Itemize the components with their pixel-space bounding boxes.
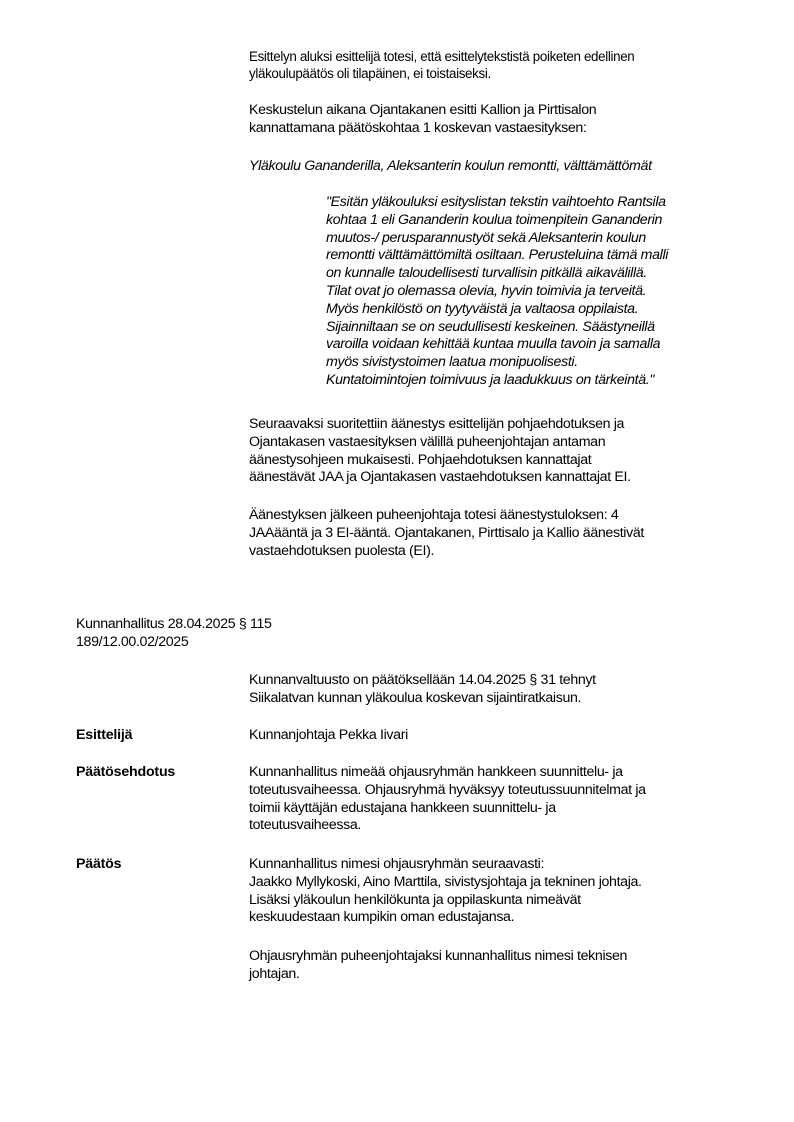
text-line: Äänestyksen jälkeen puheenjohtaja totesi äänestystuloksen: 4: [249, 507, 619, 523]
quote-line: myös sivistystoimen laatua monipuolisesti.: [326, 354, 578, 371]
background-paragraph: [249, 672, 596, 708]
text-line: äänestysohjeen mukaisesti. Pohjaehdotuksen kannattajat: [249, 451, 592, 468]
case-number: 189/12.00.02/2025: [76, 633, 189, 650]
text-line: Ojantakasen vastaesityksen välillä puheenjohtajan antaman: [249, 433, 606, 450]
presenter-label: Esittelijä: [76, 727, 133, 743]
text-line: äänestävät JAA ja Ojantakasen vastaehdotuksen kannattajat EI.: [249, 469, 631, 486]
text-line: Kunnanhallitus nimesi ohjausryhmän seuraavasti:: [249, 856, 545, 872]
decision-label: Päätös: [76, 856, 122, 872]
quote-line: kohtaa 1 eli Gananderin koulua toimenpitein Gananderin: [326, 211, 663, 228]
decision-paragraph: [249, 856, 642, 927]
text-line: toteutusvaiheessa.: [249, 817, 362, 834]
intro-paragraph: [249, 49, 634, 82]
vote-procedure-paragraph: [249, 416, 631, 487]
proposal-title: Yläkoulu Gananderilla, Aleksanterin koulun remontti, välttämättömät: [249, 158, 652, 174]
text-line: yläkoulupäätös oli tilapäinen, ei toistaiseksi.: [249, 65, 491, 81]
discussion-paragraph: [249, 102, 596, 138]
text-line: Siikalatvan kunnan yläkoulua koskevan sijaintiratkaisun.: [249, 689, 582, 706]
proposal-paragraph: [249, 764, 646, 835]
text-line: Seuraavaksi suoritettiin äänestys esittelijän pohjaehdotuksen ja: [249, 416, 625, 432]
text-line: Ohjausryhmän puheenjohtajaksi kunnanhallitus nimesi teknisen: [249, 948, 628, 964]
quote-line: remontti välttämättömiltä osiltaan. Perusteluina tämä malli: [326, 247, 669, 264]
quote-line: "Esitän yläkouluksi esityslistan tekstin vaihtoehto Rantsila: [326, 194, 666, 210]
text-line: johtajan.: [249, 965, 300, 982]
quote-line: Tilat ovat jo olemassa olevia, hyvin toimivia ja terveitä.: [326, 282, 647, 299]
text-line: JAAääntä ja 3 EI-ääntä. Ojantakanen, Pirttisalo ja Kallio äänestivät: [249, 524, 644, 541]
meeting-header: [76, 616, 272, 652]
quote-line: Kuntatoimintojen toimivuus ja laadukkuus on tärkeintä.": [326, 371, 655, 388]
proposal-label: Päätösehdotus: [76, 764, 176, 780]
text-line: Jaakko Myllykoski, Aino Marttila, sivistysjohtaja ja tekninen johtaja.: [249, 873, 642, 890]
quote-line: on kunnalle taloudellisesti turvallisin pitkällä aikavälillä.: [326, 265, 647, 282]
counter-proposal-quote: [326, 194, 668, 390]
text-line: keskuudestaan kumpikin oman edustajansa.: [249, 909, 515, 926]
text-line: Kunnanvaltuusto on päätöksellään 14.04.2025 § 31 tehnyt: [249, 672, 596, 688]
text-line: Kunnanhallitus nimeää ohjausryhmän hankkeen suunnittelu- ja: [249, 764, 623, 780]
meeting-title: Kunnanhallitus 28.04.2025 § 115: [76, 616, 272, 632]
text-line: Lisäksi yläkoulun henkilökunta ja oppilaskunta nimeävät: [249, 891, 581, 908]
text-line: toimii käyttäjän edustajana hankkeen suunnittelu- ja: [249, 799, 556, 816]
text-line: Keskustelun aikana Ojantakanen esitti Kallion ja Pirttisalon: [249, 102, 597, 118]
quote-line: muutos-/ perusparannustyöt sekä Aleksanterin koulun: [326, 229, 646, 246]
text-line: toteutusvaiheessa. Ohjausryhmä hyväksyy toteutussuunnitelmat ja: [249, 781, 646, 798]
text-line: vastaehdotuksen puolesta (EI).: [249, 542, 435, 559]
quote-line: Sijainniltaan se on seudullisesti keskeinen. Säästyneillä: [326, 318, 655, 335]
text-line: kannattamana päätöskohtaa 1 koskevan vastaesityksen:: [249, 119, 587, 136]
text-line: Esittelyn aluksi esittelijä totesi, että esittelytekstistä poiketen edellinen: [249, 49, 635, 64]
quote-line: varoilla voidaan kehittää kuntaa muulla tavoin ja samalla: [326, 336, 661, 353]
chair-paragraph: [249, 948, 627, 984]
vote-result-paragraph: [249, 507, 644, 560]
quote-line: Myös henkilöstö on tyytyväistä ja valtaosa oppilaista.: [326, 300, 639, 317]
presenter-value: Kunnanjohtaja Pekka Iivari: [249, 727, 408, 743]
